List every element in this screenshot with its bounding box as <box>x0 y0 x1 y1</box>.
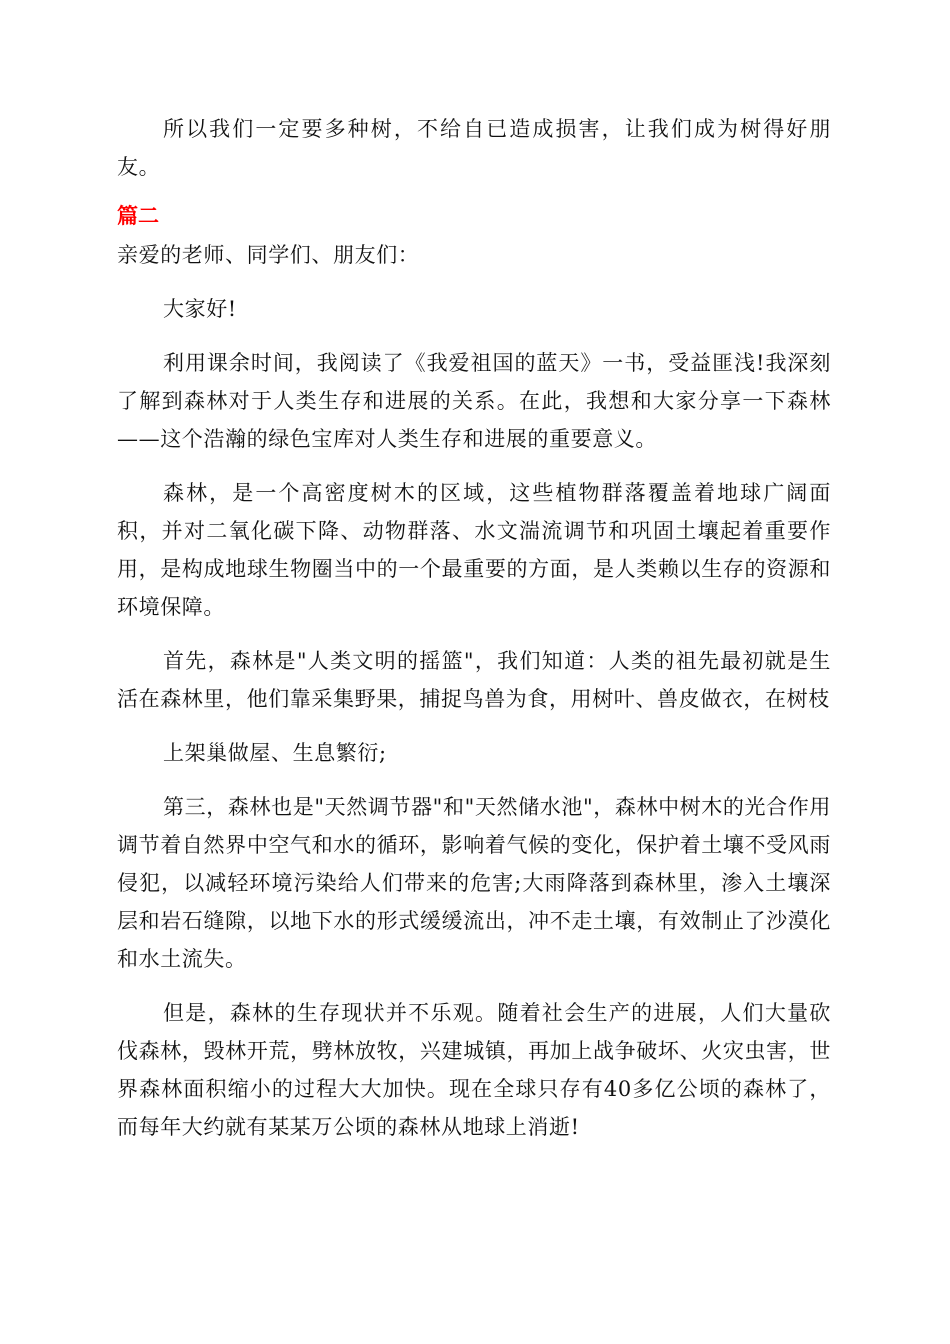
paragraph-nesting: 上架巢做屋、生息繁衍; <box>163 741 387 765</box>
paragraph-forest-definition: 森林，是一个高密度树木的区域，这些植物群落覆盖着地球广阔面积，并对二氧化碳下降、动物群落、水文湍流调节和巩固土壤起着重要作用，是构成地球生物圈当中的一个最重要的方面，是人类赖以生存的资源和环境保障。 <box>117 481 831 619</box>
salutation: 亲爱的老师、同学们、朋友们： <box>117 243 420 267</box>
paragraph-cradle-of-civilization: 首先，森林是"人类文明的摇篮"，我们知道：人类的祖先最初就是生活在森林里，他们靠采集野果，捕捉鸟兽为食，用树叶、兽皮做衣，在树枝 <box>117 649 831 711</box>
document-page <box>117 110 831 1146</box>
paragraph-reading: 利用课余时间，我阅读了《我爱祖国的蓝天》一书，受益匪浅!我深刻了解到森林对于人类生存和进展的关系。在此，我想和大家分享一下森林——这个浩瀚的绿色宝库对人类生存和进展的重要意义。 <box>117 351 831 451</box>
section-heading: 篇二 <box>117 204 159 228</box>
paragraph-forest-status: 但是，森林的生存现状并不乐观。随着社会生产的进展，人们大量砍伐森林，毁林开荒，劈林放牧，兴建城镇，再加上战争破坏、火灾虫害，世界森林面积缩小的过程大大加快。现在全球只存有40多亿公顷的森林了，而每年大约就有某某万公顷的森林从地球上消逝! <box>117 1001 831 1139</box>
paragraph-natural-regulator: 第三，森林也是"天然调节器"和"天然储水池"，森林中树木的光合作用调节着自然界中空气和水的循环，影响着气候的变化，保护着土壤不受风雨侵犯，以减轻环境污染给人们带来的危害;大雨降落到森林里，渗入土壤深层和岩石缝隙，以地下水的形式缓缓流出，冲不走土壤，有效制止了沙漠化和水土流失。 <box>117 795 831 971</box>
greeting: 大家好! <box>163 297 237 321</box>
paragraph-plant-trees: 所以我们一定要多种树，不给自已造成损害，让我们成为树得好朋友。 <box>117 117 831 179</box>
